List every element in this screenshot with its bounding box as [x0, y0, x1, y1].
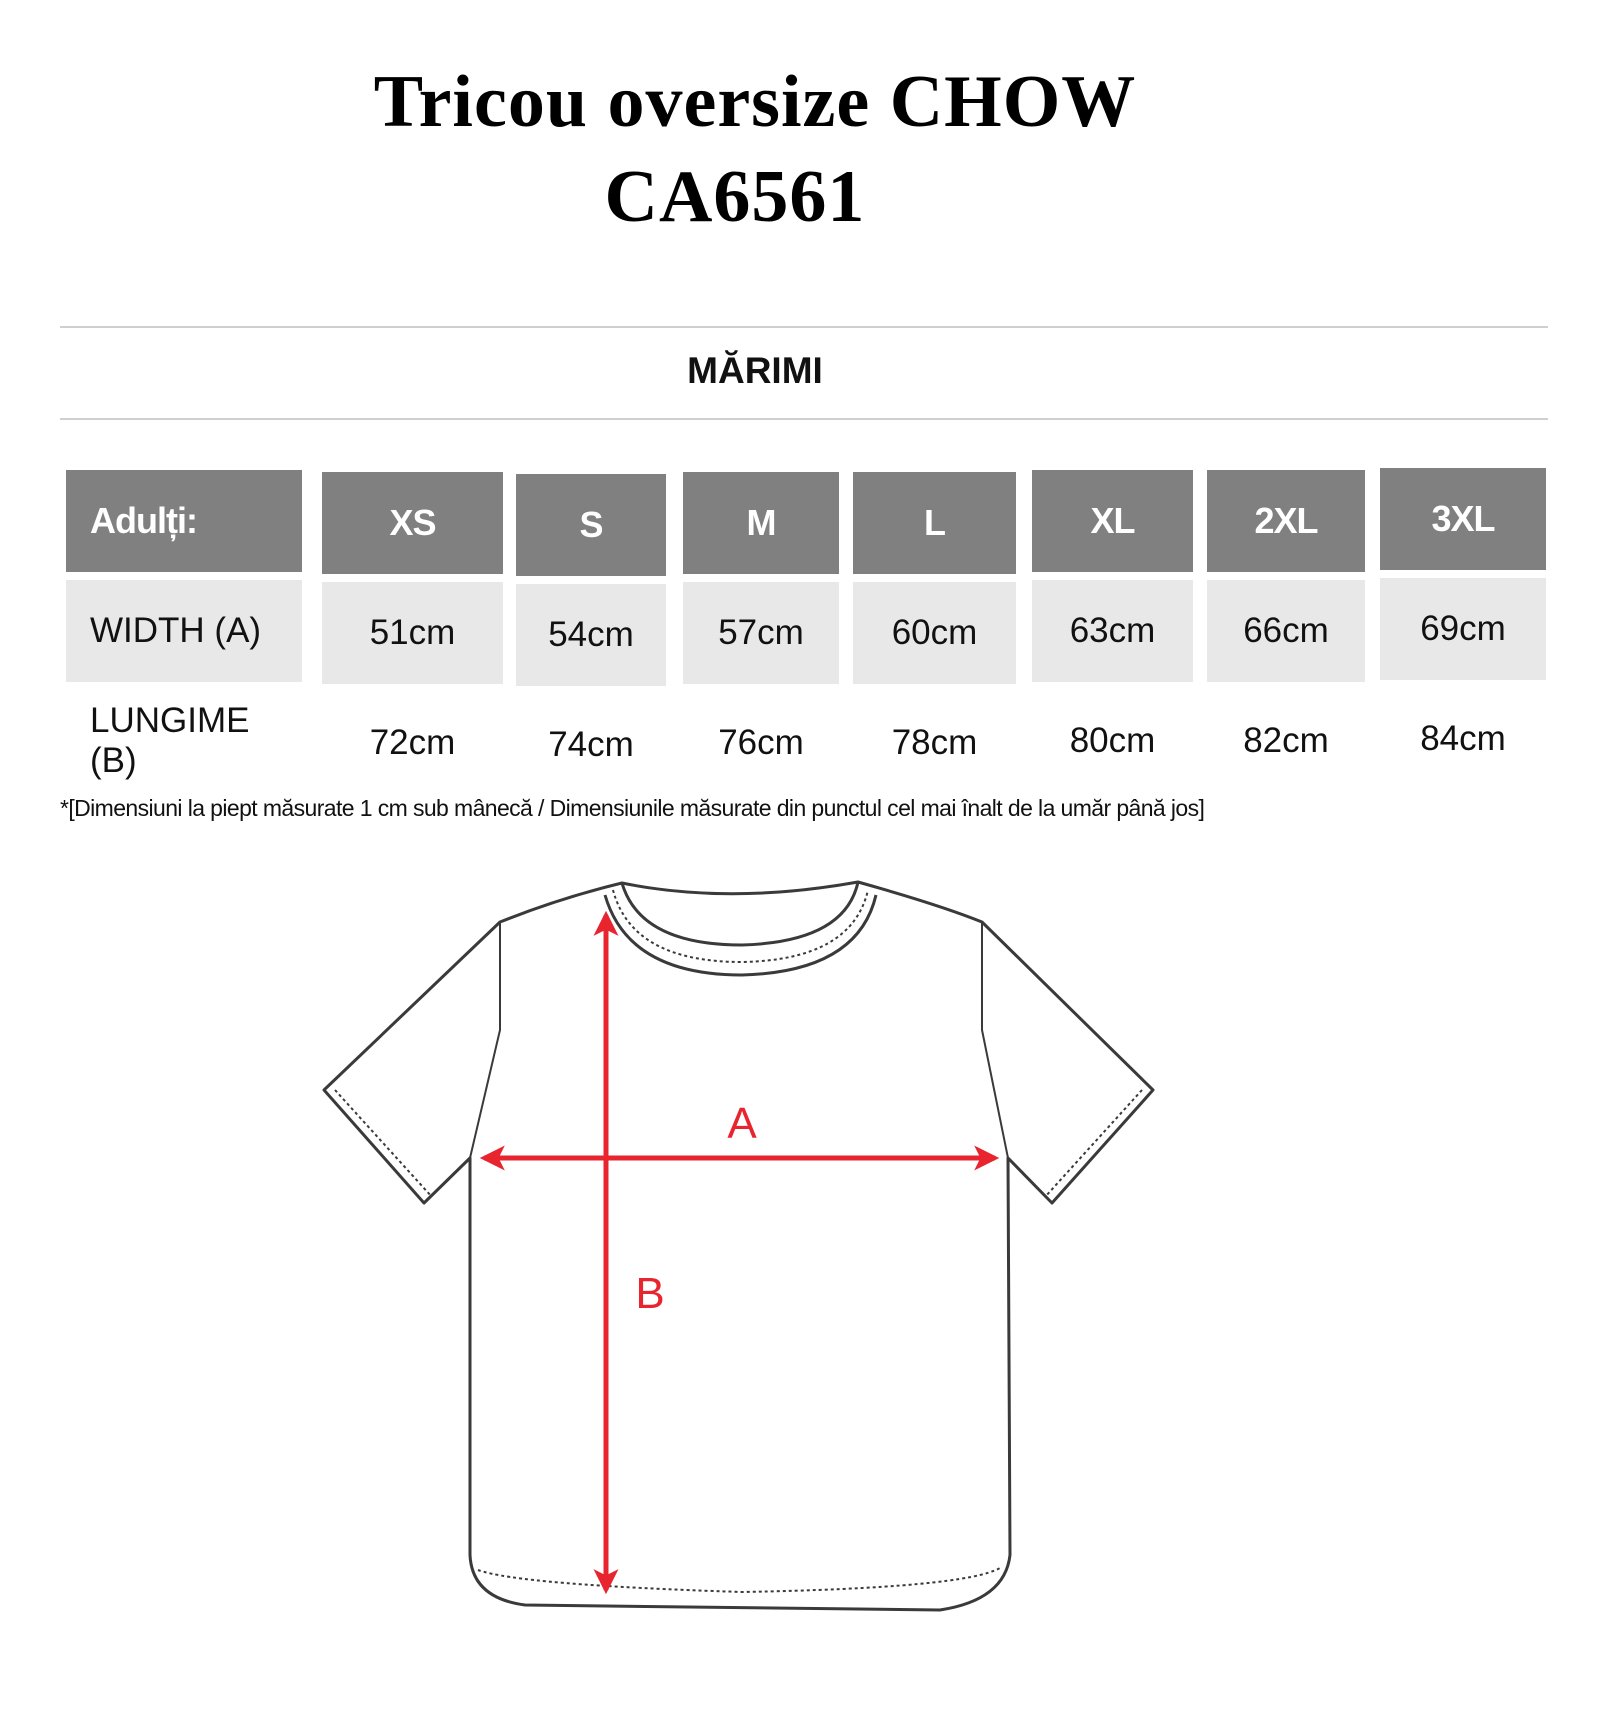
- size-header-l: L: [853, 472, 1016, 574]
- length-value-l: 78cm: [891, 723, 978, 762]
- section-heading: MĂRIMI: [687, 350, 823, 391]
- width-value-3xl: 69cm: [1380, 578, 1546, 680]
- length-value-3xl: 84cm: [1420, 719, 1506, 758]
- row-label-width: WIDTH (A): [66, 580, 302, 682]
- label-a: A: [727, 1099, 757, 1148]
- label-b: B: [635, 1269, 665, 1318]
- width-value-s: 54cm: [516, 584, 666, 686]
- row-label-length: LUNGIME (B): [90, 701, 250, 780]
- width-value-2xl: 66cm: [1207, 580, 1365, 682]
- product-title-line2: CA6561: [604, 156, 866, 238]
- table-header-label: Adulți:: [66, 470, 302, 572]
- width-value-m: 57cm: [683, 582, 839, 684]
- width-value-xs: 51cm: [322, 582, 503, 684]
- length-value-xl: 80cm: [1069, 721, 1156, 760]
- size-header-2xl: 2XL: [1207, 470, 1365, 572]
- size-header-s: S: [516, 474, 666, 576]
- tshirt-outline: [324, 882, 1153, 1610]
- product-title-line1: Tricou oversize CHOW: [373, 61, 1137, 143]
- measurement-footnote: *[Dimensiuni la piept măsurate 1 cm sub mânecă / Dimensiunile măsurate din punctul cel mai înalt de la umăr până jos]: [60, 795, 1205, 821]
- length-value-s: 74cm: [548, 725, 634, 764]
- length-value-2xl: 82cm: [1243, 721, 1329, 760]
- size-header-xl: XL: [1032, 470, 1193, 572]
- divider-top: [60, 326, 1548, 328]
- size-header-m: M: [683, 472, 839, 574]
- width-value-xl: 63cm: [1032, 580, 1193, 682]
- tshirt-measurement-diagram: [320, 875, 1170, 1635]
- size-header-xs: XS: [322, 472, 503, 574]
- divider-bottom: [60, 418, 1548, 420]
- width-value-l: 60cm: [853, 582, 1016, 684]
- size-header-3xl: 3XL: [1380, 468, 1546, 570]
- length-value-m: 76cm: [718, 723, 804, 762]
- length-value-xs: 72cm: [369, 723, 456, 762]
